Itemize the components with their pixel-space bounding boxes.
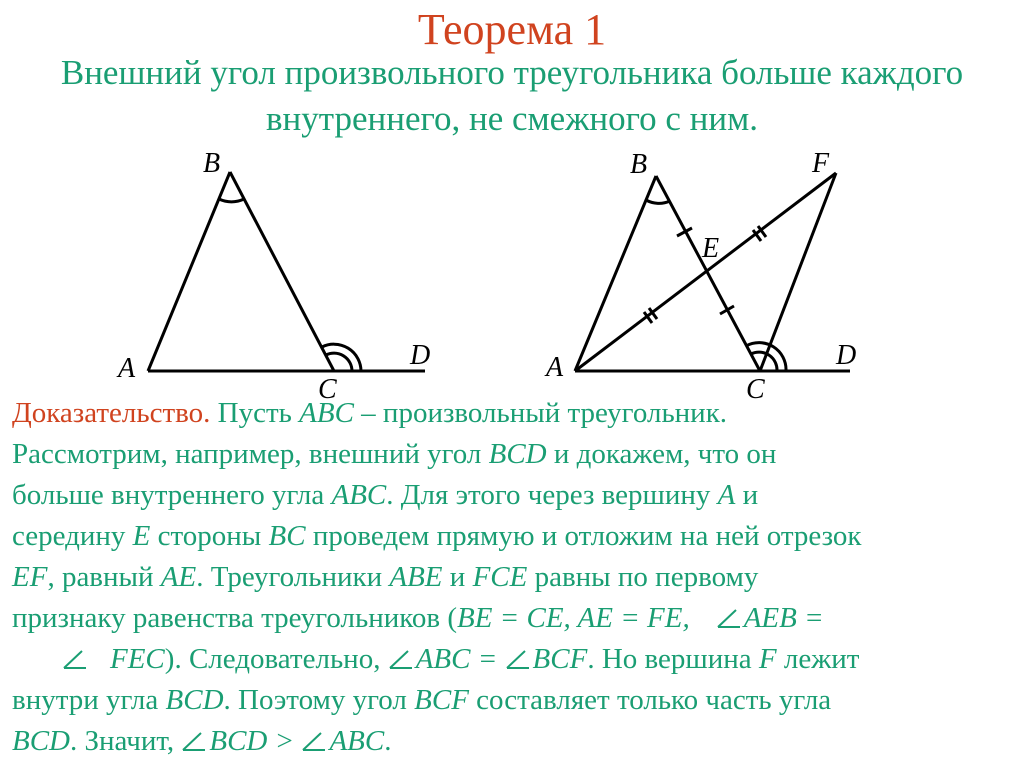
angle-name: FEC [110, 643, 165, 675]
angle-symbol-icon [716, 607, 742, 629]
proof-line-8 [12, 680, 1016, 721]
proof-text-run: проведем прямую и отложим на ней отрезок [305, 520, 862, 552]
left-figure [148, 172, 425, 371]
proof-text-run: больше внутреннего угла [12, 479, 332, 511]
angle-name: BCF [532, 643, 588, 675]
segment-name: EF [12, 561, 48, 593]
angle-name: BCF [414, 684, 469, 716]
proof-text-run: . [384, 725, 392, 757]
point-name: E [132, 520, 151, 552]
proof-line-6 [12, 598, 1016, 639]
right-label-b: B [630, 149, 648, 180]
right-label-c: C [746, 374, 765, 405]
proof-text-run: – произвольный треугольник. [353, 397, 728, 429]
proof-line-5 [12, 557, 1016, 598]
angle-name: ABC [331, 479, 387, 511]
angle-name: ABC [329, 725, 385, 757]
proof-text-run: Рассмотрим, например, внешний угол [12, 438, 489, 470]
left-angle-b-arc [219, 199, 244, 202]
triangle-name: FCE [472, 561, 528, 593]
equality-expression: BE = CE, AE = FE, [457, 602, 690, 634]
point-name: A [717, 479, 736, 511]
proof-text-run: признаку равенства треугольников ( [12, 602, 457, 634]
proof-text-run: . Значит, [70, 725, 182, 757]
proof-text-run: , равный [47, 561, 161, 593]
right-label-e: E [702, 233, 720, 264]
right-angle-b-arc [646, 200, 670, 203]
angle-name: BCD [488, 438, 547, 470]
proof-text-run: . Поэтому угол [223, 684, 415, 716]
right-segment-bc [656, 176, 760, 371]
angle-name: AEB = [743, 602, 824, 634]
angle-name: ABC = [415, 643, 505, 675]
left-label-b: B [203, 148, 221, 179]
proof-text-run: Пусть [210, 397, 300, 429]
point-name: F [758, 643, 777, 675]
proof-text-run: лежит [776, 643, 860, 675]
right-label-a: A [546, 352, 564, 383]
triangle-name: ABC [299, 397, 354, 429]
proof-text-run: . Но вершина [587, 643, 759, 675]
angle-symbol-icon [388, 648, 414, 670]
proof-text-run: равны по первому [527, 561, 759, 593]
segment-name: AE [160, 561, 197, 593]
angle-symbol-icon [301, 730, 327, 752]
proof-text-run: . Для этого через вершину [386, 479, 718, 511]
proof-text-run: . Треугольники [196, 561, 390, 593]
angle-name: BCD [165, 684, 224, 716]
right-figure [575, 173, 850, 371]
left-segment-bc [230, 172, 334, 371]
proof-text-run: и [735, 479, 759, 511]
segment-name: BC [268, 520, 306, 552]
angle-comparison: BCD > [209, 725, 302, 757]
proof-text-run: середину [12, 520, 133, 552]
left-label-c: C [318, 374, 337, 405]
angle-name: BCD [12, 725, 70, 757]
proof-text-run: стороны [150, 520, 269, 552]
proof-line-1 [12, 393, 1016, 434]
left-label-d: D [410, 340, 431, 371]
proof-line-4 [12, 516, 1016, 557]
right-label-f: F [812, 148, 830, 179]
theorem-statement: Внешний угол произвольного треугольника больше каждого внутреннего, не смежного с ним. [60, 53, 964, 138]
angle-symbol-icon [505, 648, 531, 670]
theorem-title: Теорема 1 [417, 5, 607, 54]
proof-text [12, 393, 1016, 762]
proof-text-run: ). Следовательно, [164, 643, 388, 675]
proof-line-2 [12, 434, 1016, 475]
right-label-d: D [836, 340, 857, 371]
proof-text-run: и докажем, что он [546, 438, 777, 470]
proof-line-3 [12, 475, 1016, 516]
left-segment-ab [148, 172, 230, 371]
proof-line-9 [12, 721, 1016, 762]
proof-line-7 [12, 639, 1016, 680]
triangle-name: ABE [389, 561, 443, 593]
proof-heading: Доказательство. [12, 397, 211, 429]
proof-text-run: и [442, 561, 473, 593]
angle-symbol-icon [181, 730, 207, 752]
left-label-a: A [118, 353, 136, 384]
proof-text-run: внутри угла [12, 684, 166, 716]
angle-symbol-icon [62, 648, 88, 670]
proof-text-run: составляет только часть угла [468, 684, 832, 716]
